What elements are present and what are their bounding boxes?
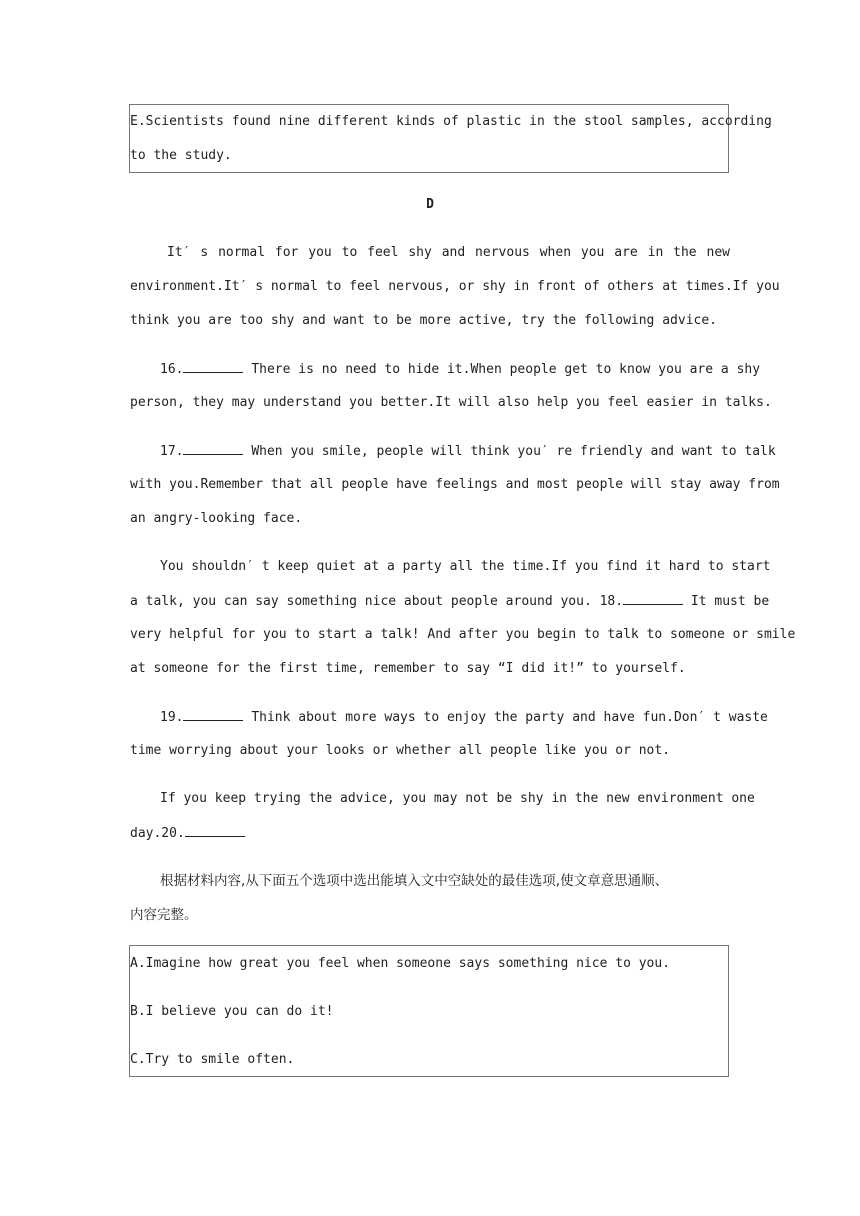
question-17-line-3: an angry-looking face. [130, 511, 303, 526]
option-e-line-2: to the study. [130, 148, 232, 163]
question-16-number: 16. [160, 362, 184, 377]
option-c: C.Try to smile often. [130, 1052, 295, 1067]
question-19-line-1 [160, 708, 768, 726]
paragraph-18-line-1: You shouldn′ t keep quiet at a party all the time.If you find it hard to start [160, 559, 771, 574]
blank-16[interactable] [183, 360, 243, 373]
paragraph-18-line-3: very helpful for you to start a talk! And after you begin to talk to someone or smile [130, 627, 796, 642]
question-19-text: Think about more ways to enjoy the party and have fun.Don′ t waste [251, 710, 768, 725]
question-17-number: 17. [160, 444, 184, 459]
question-19-number: 19. [160, 710, 184, 725]
blank-19[interactable] [183, 708, 243, 721]
paragraph-20-line-2 [130, 824, 730, 842]
blank-18[interactable] [623, 592, 683, 605]
question-16-text: There is no need to hide it.When people get to know you are a shy [251, 362, 761, 377]
question-17-line-1 [160, 442, 776, 460]
option-a: A.Imagine how great you feel when someone says something nice to you. [130, 956, 671, 971]
intro-line-2: environment.It′ s normal to feel nervous, or shy in front of others at times.If you [130, 279, 780, 294]
option-b: B.I believe you can do it! [130, 1004, 334, 1019]
question-16-line-1 [160, 360, 761, 378]
question-19-line-2: time worrying about your looks or whether all people like you or not. [130, 743, 671, 758]
question-20-text: day.20. [130, 826, 185, 841]
question-17-line-2: with you.Remember that all people have feelings and most people will stay away from [130, 477, 780, 492]
option-e-line-1: E.Scientists found nine different kinds of plastic in the stool samples, according [130, 114, 772, 129]
question-16-line-2: person, they may understand you better.It will also help you feel easier in talks. [130, 395, 772, 410]
intro-line-3: think you are too shy and want to be more active, try the following advice. [130, 313, 717, 328]
paragraph-18-text-a: a talk, you can say something nice about people around you. 18. [130, 594, 624, 609]
blank-20[interactable] [185, 824, 245, 837]
paragraph-20-line-1: If you keep trying the advice, you may not be shy in the new environment one [160, 791, 755, 806]
instruction-line-2: 内容完整。 [130, 907, 198, 923]
blank-17[interactable] [183, 442, 243, 455]
paragraph-18-line-2 [130, 592, 770, 610]
paragraph-18-line-4: at someone for the first time, remember to say “I did it!” to yourself. [130, 661, 686, 676]
question-17-text: When you smile, people will think you′ re friendly and want to talk [251, 444, 776, 459]
paragraph-18-text-b: It must be [690, 594, 770, 609]
instruction-line-1: 根据材料内容,从下面五个选项中选出能填入文中空缺处的最佳选项,使文章意思通顺、 [160, 873, 669, 889]
intro-line-1: It′ s normal for you to feel shy and nervous when you are in the new [167, 245, 730, 260]
section-heading: D [426, 197, 434, 212]
